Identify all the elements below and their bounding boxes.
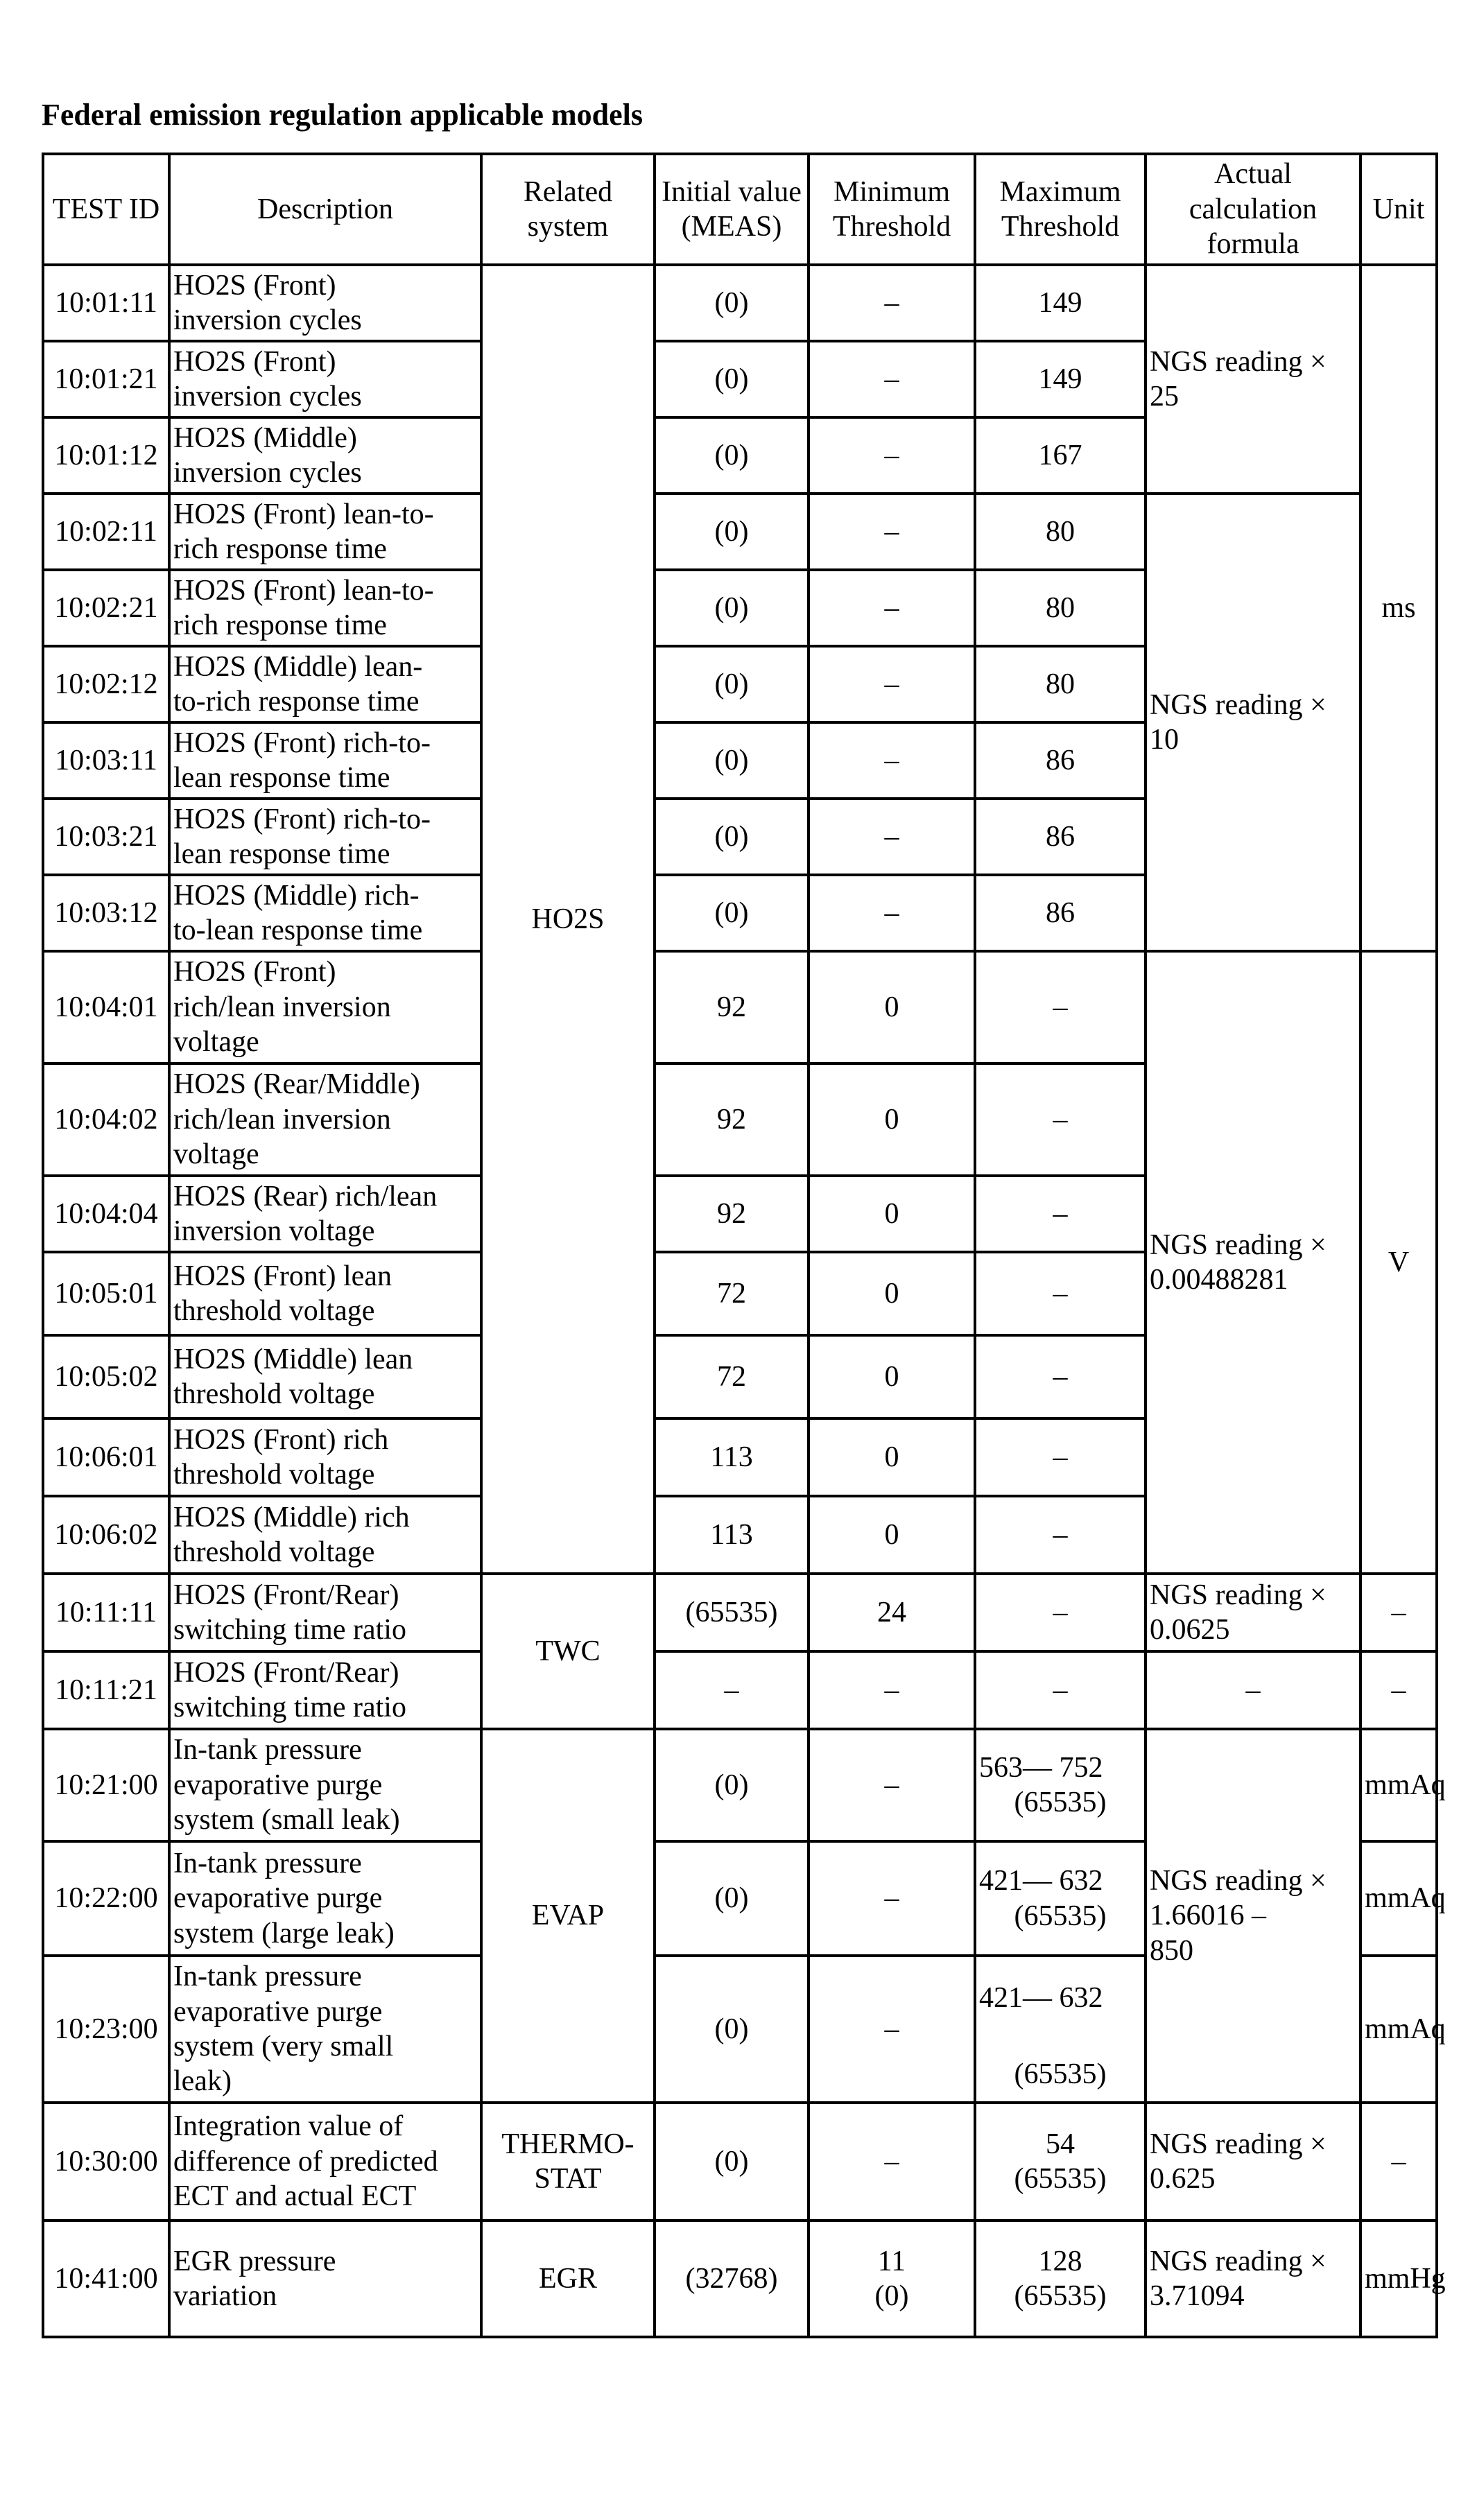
min-threshold: – (809, 1651, 975, 1729)
initial-value: 113 (655, 1418, 809, 1496)
table-row (43, 265, 1437, 341)
table-row (43, 494, 1437, 570)
unit-ms: ms (1361, 265, 1437, 951)
description: HO2S (Front) inversion cycles (169, 341, 481, 417)
test-id: 10:04:04 (43, 1176, 169, 1252)
max-fallback: (65535) (1014, 2058, 1107, 2090)
min-threshold: 0 (809, 1252, 975, 1335)
header-row (43, 154, 1437, 265)
max-threshold: 149 (975, 341, 1146, 417)
initial-value: – (655, 1651, 809, 1729)
description: Integration value of difference of predicted ECT and actual ECT (169, 2103, 481, 2221)
initial-value: (0) (655, 1841, 809, 1956)
test-id: 10:05:01 (43, 1252, 169, 1335)
header-max-threshold: Maximum Threshold (975, 154, 1146, 265)
max-threshold: – (975, 951, 1146, 1063)
initial-value: (0) (655, 799, 809, 875)
formula-voltage: NGS reading × 0.00488281 (1146, 951, 1361, 1574)
max-threshold (975, 1729, 1146, 1841)
test-id: 10:05:02 (43, 1335, 169, 1418)
min-threshold: – (809, 722, 975, 799)
max-threshold: – (975, 1252, 1146, 1335)
unit-evap: mmAq (1361, 1956, 1437, 2103)
test-id: 10:01:12 (43, 417, 169, 494)
unit-v: V (1361, 951, 1437, 1574)
min-threshold: – (809, 646, 975, 722)
test-id: 10:04:01 (43, 951, 169, 1063)
unit-evap: mmAq (1361, 1729, 1437, 1841)
min-threshold: – (809, 1841, 975, 1956)
max-threshold: 80 (975, 494, 1146, 570)
related-system-evap: EVAP (481, 1729, 655, 2103)
description: HO2S (Rear/Middle) rich/lean inversion voltage (169, 1063, 481, 1176)
max-threshold (975, 1841, 1146, 1956)
max-threshold: – (975, 1496, 1146, 1574)
test-id: 10:11:21 (43, 1651, 169, 1729)
unit-twc-2: – (1361, 1651, 1437, 1729)
max-threshold: – (975, 1335, 1146, 1418)
header-related-system: Related system (481, 154, 655, 265)
max-threshold: 86 (975, 875, 1146, 951)
min-threshold: 24 (809, 1574, 975, 1651)
initial-value: (65535) (655, 1574, 809, 1651)
min-threshold: 0 (809, 1418, 975, 1496)
test-id: 10:03:11 (43, 722, 169, 799)
min-threshold: – (809, 494, 975, 570)
max-value: 54 (1046, 2128, 1075, 2160)
test-id: 10:03:21 (43, 799, 169, 875)
initial-value: 92 (655, 1063, 809, 1176)
table-row (43, 1574, 1437, 1651)
description: HO2S (Front) rich-to- lean response time (169, 722, 481, 799)
min-threshold: – (809, 1729, 975, 1841)
test-id: 10:01:11 (43, 265, 169, 341)
formula-x25: NGS reading × 25 (1146, 265, 1361, 494)
max-fallback: (65535) (1014, 2163, 1107, 2195)
table-row (43, 1651, 1437, 1729)
initial-value: 92 (655, 951, 809, 1063)
table-row (43, 1729, 1437, 1841)
related-system-thermostat: THERMO- STAT (481, 2103, 655, 2221)
min-threshold: – (809, 570, 975, 646)
initial-value: 72 (655, 1252, 809, 1335)
test-id: 10:21:00 (43, 1729, 169, 1841)
description: HO2S (Middle) rich- to-lean response time (169, 875, 481, 951)
unit-thermostat: – (1361, 2103, 1437, 2221)
test-id: 10:02:11 (43, 494, 169, 570)
min-fallback: (0) (874, 2280, 909, 2312)
document-title: Federal emission regulation applicable models (42, 98, 643, 132)
min-threshold: – (809, 799, 975, 875)
description: HO2S (Front) inversion cycles (169, 265, 481, 341)
emission-table (42, 153, 1446, 2338)
formula-x10: NGS reading × 10 (1146, 494, 1361, 951)
initial-value: (0) (655, 875, 809, 951)
max-range: 421— 632 (979, 1981, 1103, 2014)
test-id: 10:02:12 (43, 646, 169, 722)
min-threshold: – (809, 1956, 975, 2103)
min-threshold: 0 (809, 1335, 975, 1418)
description: HO2S (Front/Rear) switching time ratio (169, 1574, 481, 1651)
initial-value: (0) (655, 341, 809, 417)
description: HO2S (Front) lean-to- rich response time (169, 494, 481, 570)
description: HO2S (Rear) rich/lean inversion voltage (169, 1176, 481, 1252)
header-description: Description (169, 154, 481, 265)
description: HO2S (Middle) rich threshold voltage (169, 1496, 481, 1574)
table-row (43, 2221, 1437, 2337)
description: In-tank pressure evaporative purge system (small leak) (169, 1729, 481, 1841)
max-fallback: (65535) (1014, 1787, 1107, 1818)
test-id: 10:22:00 (43, 1841, 169, 1956)
initial-value: (0) (655, 2103, 809, 2221)
description: HO2S (Front) rich threshold voltage (169, 1418, 481, 1496)
min-threshold: 0 (809, 1176, 975, 1252)
description: In-tank pressure evaporative purge system (large leak) (169, 1841, 481, 1956)
max-threshold: 149 (975, 265, 1146, 341)
initial-value: (0) (655, 494, 809, 570)
header-formula: Actual calculation formula (1146, 154, 1361, 265)
max-threshold: – (975, 1063, 1146, 1176)
unit-twc: – (1361, 1574, 1437, 1651)
initial-value: (0) (655, 646, 809, 722)
test-id: 10:41:00 (43, 2221, 169, 2337)
max-threshold: – (975, 1418, 1146, 1496)
test-id: 10:04:02 (43, 1063, 169, 1176)
related-system-egr: EGR (481, 2221, 655, 2337)
max-threshold: 80 (975, 646, 1146, 722)
test-id: 10:23:00 (43, 1956, 169, 2103)
description: HO2S (Front) rich/lean inversion voltage (169, 951, 481, 1063)
max-threshold (975, 2103, 1146, 2221)
table-row (43, 951, 1437, 1063)
initial-value: (0) (655, 570, 809, 646)
test-id: 10:30:00 (43, 2103, 169, 2221)
description: EGR pressure variation (169, 2221, 481, 2337)
description: HO2S (Front/Rear) switching time ratio (169, 1651, 481, 1729)
min-threshold: – (809, 341, 975, 417)
formula-evap: NGS reading × 1.66016 – 850 (1146, 1729, 1361, 2103)
max-range: 421— 632 (979, 1865, 1103, 1897)
min-threshold: – (809, 417, 975, 494)
max-threshold: 167 (975, 417, 1146, 494)
initial-value: 92 (655, 1176, 809, 1252)
formula-thermostat: NGS reading × 0.625 (1146, 2103, 1361, 2221)
max-threshold: 86 (975, 722, 1146, 799)
min-threshold: – (809, 875, 975, 951)
min-threshold: 0 (809, 951, 975, 1063)
max-fallback: (65535) (1014, 1900, 1107, 1932)
min-threshold (809, 2221, 975, 2337)
test-id: 10:11:11 (43, 1574, 169, 1651)
header-unit: Unit (1361, 154, 1437, 265)
related-system-ho2s: HO2S (481, 265, 655, 1574)
unit-egr: mmHg (1361, 2221, 1437, 2337)
min-value: 11 (877, 2245, 906, 2277)
min-threshold: – (809, 265, 975, 341)
initial-value: (32768) (655, 2221, 809, 2337)
description: HO2S (Front) rich-to- lean response time (169, 799, 481, 875)
test-id: 10:01:21 (43, 341, 169, 417)
header-min-threshold: Minimum Threshold (809, 154, 975, 265)
max-threshold: – (975, 1651, 1146, 1729)
initial-value: (0) (655, 265, 809, 341)
test-id: 10:06:01 (43, 1418, 169, 1496)
initial-value: 113 (655, 1496, 809, 1574)
test-id: 10:02:21 (43, 570, 169, 646)
initial-value: (0) (655, 1956, 809, 2103)
formula-egr: NGS reading × 3.71094 (1146, 2221, 1361, 2337)
test-id: 10:03:12 (43, 875, 169, 951)
min-threshold: 0 (809, 1496, 975, 1574)
header-initial-value: Initial value (MEAS) (655, 154, 809, 265)
test-id: 10:06:02 (43, 1496, 169, 1574)
description: HO2S (Middle) lean- to-rich response time (169, 646, 481, 722)
header-test-id: TEST ID (43, 154, 169, 265)
formula-twc-2: – (1146, 1651, 1361, 1729)
max-threshold: – (975, 1176, 1146, 1252)
unit-evap: mmAq (1361, 1841, 1437, 1956)
description: HO2S (Front) lean-to- rich response time (169, 570, 481, 646)
description: HO2S (Front) lean threshold voltage (169, 1252, 481, 1335)
max-threshold (975, 1956, 1146, 2103)
max-fallback: (65535) (1014, 2280, 1107, 2312)
initial-value: 72 (655, 1335, 809, 1418)
description: In-tank pressure evaporative purge system (very small leak) (169, 1956, 481, 2103)
max-value: 128 (1038, 2245, 1082, 2277)
table-row (43, 2103, 1437, 2221)
formula-twc: NGS reading × 0.0625 (1146, 1574, 1361, 1651)
max-threshold: 86 (975, 799, 1146, 875)
max-threshold: 80 (975, 570, 1146, 646)
max-threshold (975, 2221, 1146, 2337)
initial-value: (0) (655, 417, 809, 494)
initial-value: (0) (655, 1729, 809, 1841)
min-threshold: – (809, 2103, 975, 2221)
initial-value: (0) (655, 722, 809, 799)
description: HO2S (Middle) inversion cycles (169, 417, 481, 494)
related-system-twc: TWC (481, 1574, 655, 1729)
min-threshold: 0 (809, 1063, 975, 1176)
max-range: 563— 752 (979, 1751, 1103, 1784)
max-threshold: – (975, 1574, 1146, 1651)
description: HO2S (Middle) lean threshold voltage (169, 1335, 481, 1418)
